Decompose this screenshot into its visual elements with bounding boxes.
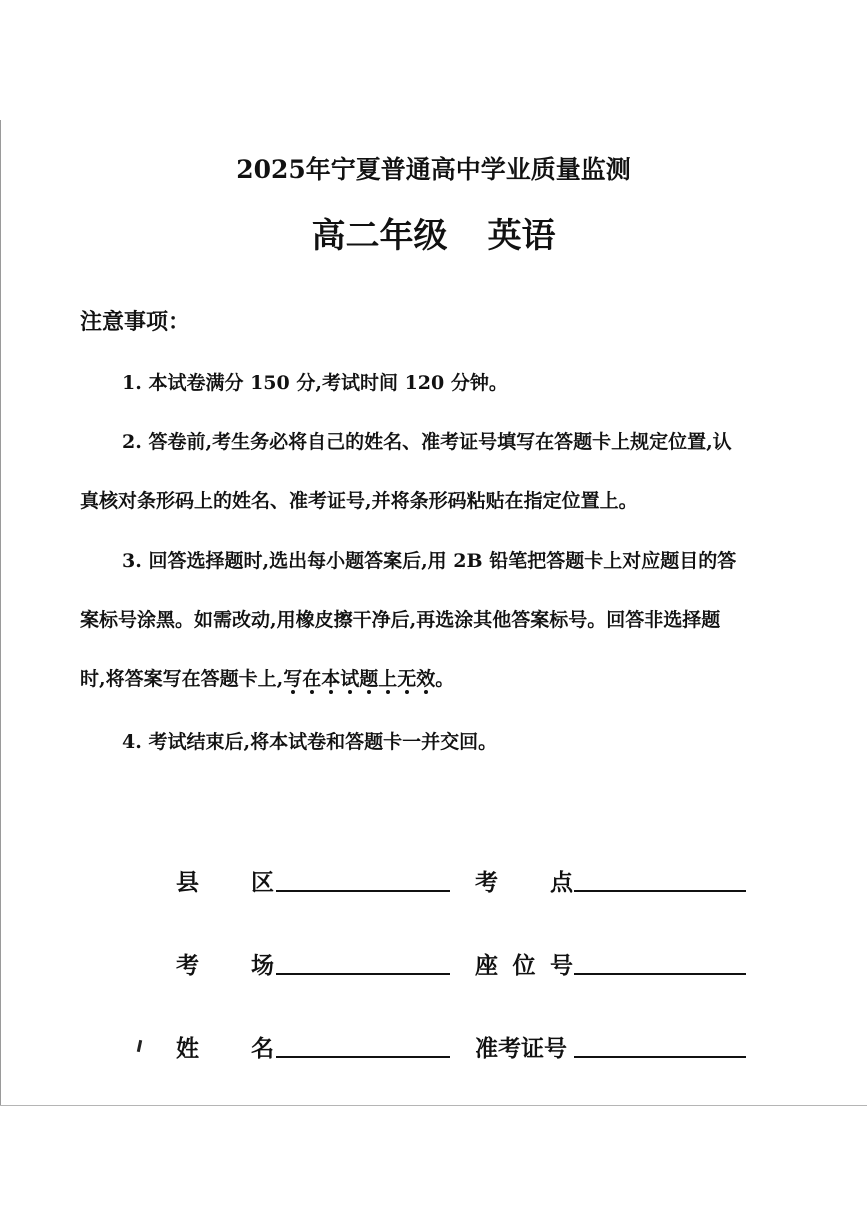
- room-label: 考 场: [176, 953, 274, 979]
- exam-title: 2025年宁夏普通高中学业质量监测: [236, 155, 631, 184]
- note-4: 4. 考试结束后,将本试卷和答题卡一并交回。: [122, 731, 498, 753]
- note-2-line-2: 真核对条形码上的姓名、准考证号,并将条形码粘贴在指定位置上。: [80, 490, 638, 512]
- room-blank[interactable]: [276, 973, 450, 975]
- note-3-line-3-prefix: 时,将答案写在答题卡上,: [80, 668, 284, 690]
- note-1: 1. 本试卷满分 150 分,考试时间 120 分钟。: [122, 372, 508, 394]
- seat-label: 座 位 号: [475, 953, 573, 979]
- site-blank[interactable]: [574, 890, 746, 892]
- exam-subtitle: [0, 208, 867, 257]
- county-blank[interactable]: [276, 890, 450, 892]
- note-3-line-1: 3. 回答选择题时,选出每小题答案后,用 2B 铅笔把答题卡上对应题目的答: [122, 550, 737, 572]
- note-2-line-1: 2. 答卷前,考生务必将自己的姓名、准考证号填写在答题卡上规定位置,认: [122, 431, 732, 453]
- name-blank[interactable]: [276, 1056, 450, 1058]
- ticket-blank[interactable]: [574, 1056, 746, 1058]
- site-label: 考 点: [475, 870, 573, 896]
- form-row-room-seat: [0, 947, 867, 987]
- ticket-label: 准考证号: [475, 1036, 567, 1062]
- note-3-emphasis: [283, 668, 435, 690]
- note-3-emphasis-text: 写在本试题上无效: [283, 668, 436, 690]
- note-3-line-3: [80, 664, 810, 694]
- note-3-line-2: 案标号涂黑。如需改动,用橡皮擦干净后,再选涂其他答案标号。回答非选择题: [80, 609, 721, 631]
- seat-blank[interactable]: [574, 973, 746, 975]
- name-label: 姓 名: [176, 1036, 274, 1062]
- form-row-county-site: [0, 864, 867, 904]
- grade-label: 高二年级: [311, 216, 448, 256]
- form-row-name-ticket: [0, 1030, 867, 1070]
- emphasis-dots: [283, 690, 435, 698]
- notice-heading: 注意事项：: [80, 310, 191, 335]
- scan-bottom-edge: [0, 1105, 867, 1106]
- county-label: 县 区: [176, 870, 274, 896]
- subject-label: 英语: [487, 216, 556, 256]
- note-3-line-3-suffix: 。: [435, 668, 455, 690]
